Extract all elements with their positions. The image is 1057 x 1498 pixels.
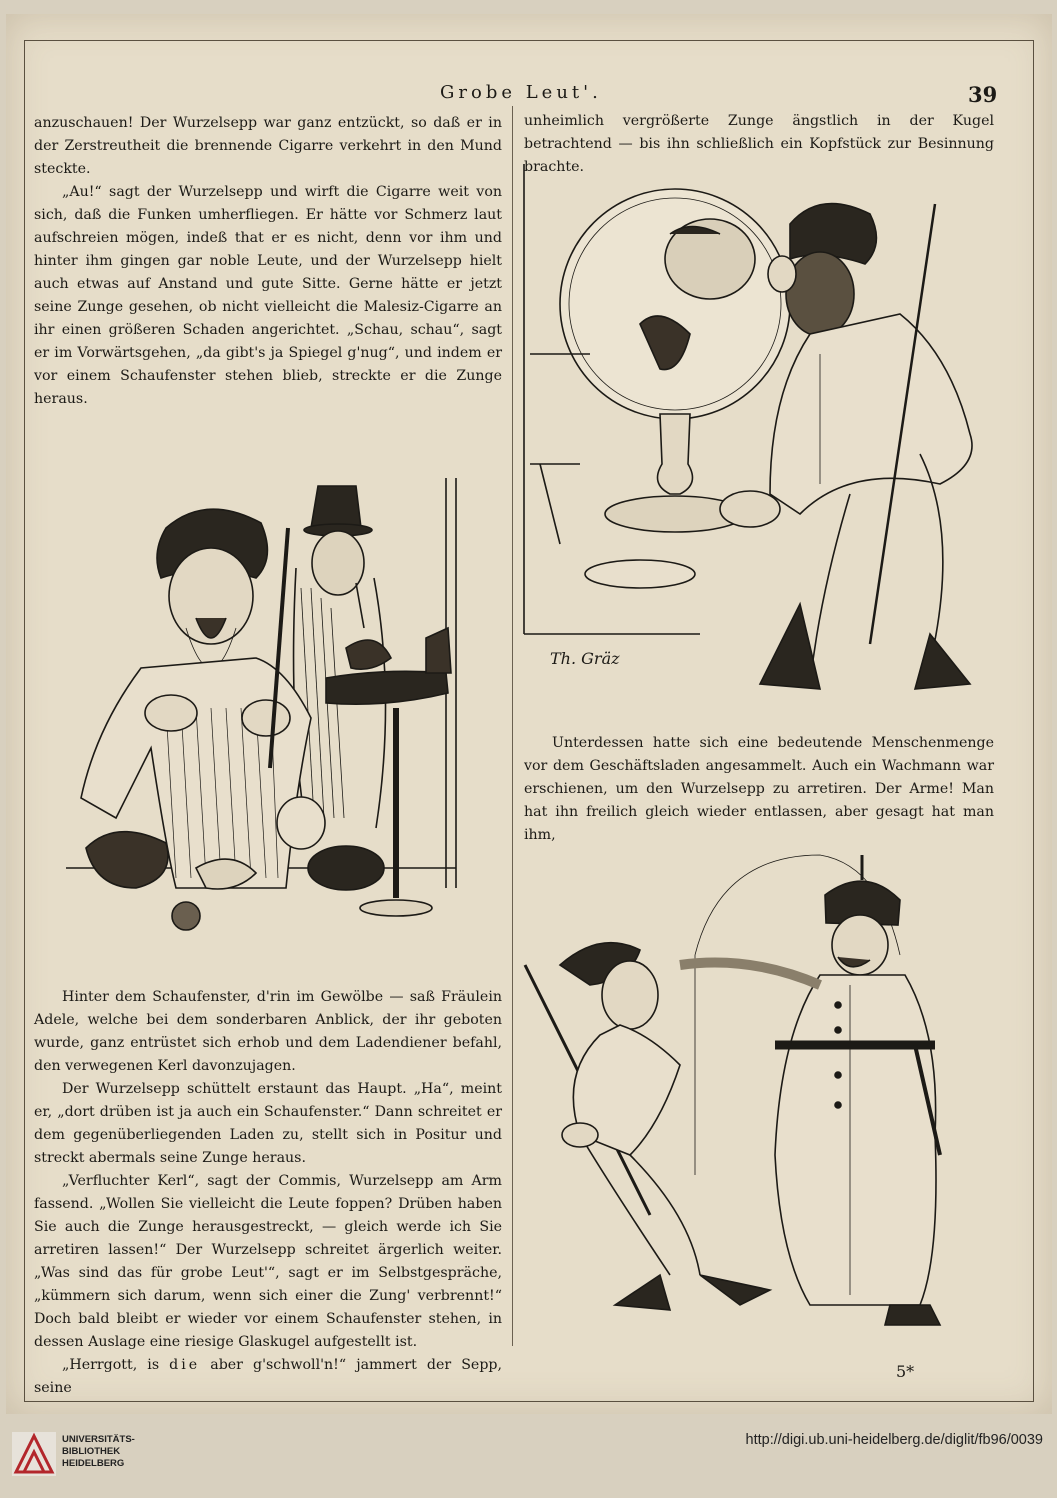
illustration-glass-globe <box>520 164 1000 704</box>
page-number: 39 <box>968 82 998 107</box>
paragraph: Hinter dem Schaufenster, d'rin im Gewölbe — saß Fräulein Adele, welche bei dem sonderbaren Anblick, der ihr geboten wurde, ganz entrüstet sich erhob und dem Ladendiener befahl, den verwegenen Kerl davonzujagen. <box>34 989 502 1074</box>
emphasized-word: die <box>169 1357 201 1373</box>
source-url-link[interactable]: http://digi.ub.uni-heidelberg.de/diglit/fb96/0039 <box>745 1432 1043 1448</box>
paragraph: Der Wurzelsepp schüttelt erstaunt das Haupt. „Ha“, meint er, „dort drüben ist ja auch ein Schaufenster.“ Dann schreitet er dem gegenüberliegenden Laden zu, stellt sich in Positur und streckt abermals seine Zunge heraus. <box>34 1081 502 1166</box>
paragraph: „Au!“ sagt der Wurzelsepp und wirft die Cigarre weit von sich, daß die Funken umherfliegen. Er hätte vor Schmerz laut aufschreien mögen, indeß that er es nicht, denn vor ihm und hinter ihm gingen gar noble Leute, und der Wurzelsepp hielt auch etwas auf Anstand und gute Sitte. Gerne hätte er jetzt seine Zunge gesehen, ob nicht vielleicht die Malesiz-Cigarre an ihr einen größeren Schaden angerichtet. „Schau, schau“, sagt er im Vorwärtsgehen, „da gibt's ja Spiegel g'nug“, und indem er vor einem Schaufenster stehen blieb, streckte er die Zunge heraus. <box>34 184 502 407</box>
signature-mark: 5* <box>896 1362 915 1381</box>
illustration-signature: Th. Gräz <box>550 649 620 668</box>
left-column-bottom-text <box>34 986 502 1400</box>
library-name: UNIVERSITÄTS- BIBLIOTHEK HEIDELBERG <box>62 1434 135 1469</box>
column-divider <box>512 106 513 1346</box>
illustration-tongue-shop-window <box>56 468 466 948</box>
paragraph: unheimlich vergrößerte Zunge ängstlich in der Kugel betrachtend — bis ihn schließlich ein Kopfstück zur Besinnung brachte. <box>524 113 994 175</box>
paragraph: anzuschauen! Der Wurzelsepp war ganz entzückt, so daß er in der Zerstreutheit die brennende Cigarre verkehrt in den Mund steckte. <box>34 115 502 177</box>
running-title: Grobe Leut'. <box>440 82 602 103</box>
paragraph-last-line: „Herrgott, is die aber g'schwoll'n!“ jammert der Sepp, seine <box>34 1357 503 1396</box>
right-column-mid-text <box>524 732 994 847</box>
paragraph: „Verfluchter Kerl“, sagt der Commis, Wurzelsepp am Arm fassend. „Wollen Sie vielleicht die Leute foppen? Drüben haben Sie auch die Zunge herausgestreckt, — gleich werde ich Sie arretiren lassen!“ Der Wurzelsepp schreitet ärgerlich weiter. „Was sind das für grobe Leut'“, sagt er im Selbstgespräche, „kümmern sich darum, wenn sich einer die Zung' verbrennt!“ Doch bald bleibt er wieder vor einem Schaufenster stehen, in dessen Auslage eine riesige Glaskugel aufgestellt ist. <box>34 1173 502 1350</box>
left-column-top-text <box>34 112 502 411</box>
paragraph: Unterdessen hatte sich eine bedeutende Menschenmenge vor dem Geschäftsladen angesammelt. Auch ein Wachmann war erschienen, um den Wurzelsepp zu arretiren. Der Arme! Man hat ihn freilich gleich wieder entlassen, aber gesagt hat man ihm, <box>524 735 994 843</box>
illustration-policeman-arrest <box>520 835 990 1335</box>
library-logo-icon <box>12 1432 56 1476</box>
